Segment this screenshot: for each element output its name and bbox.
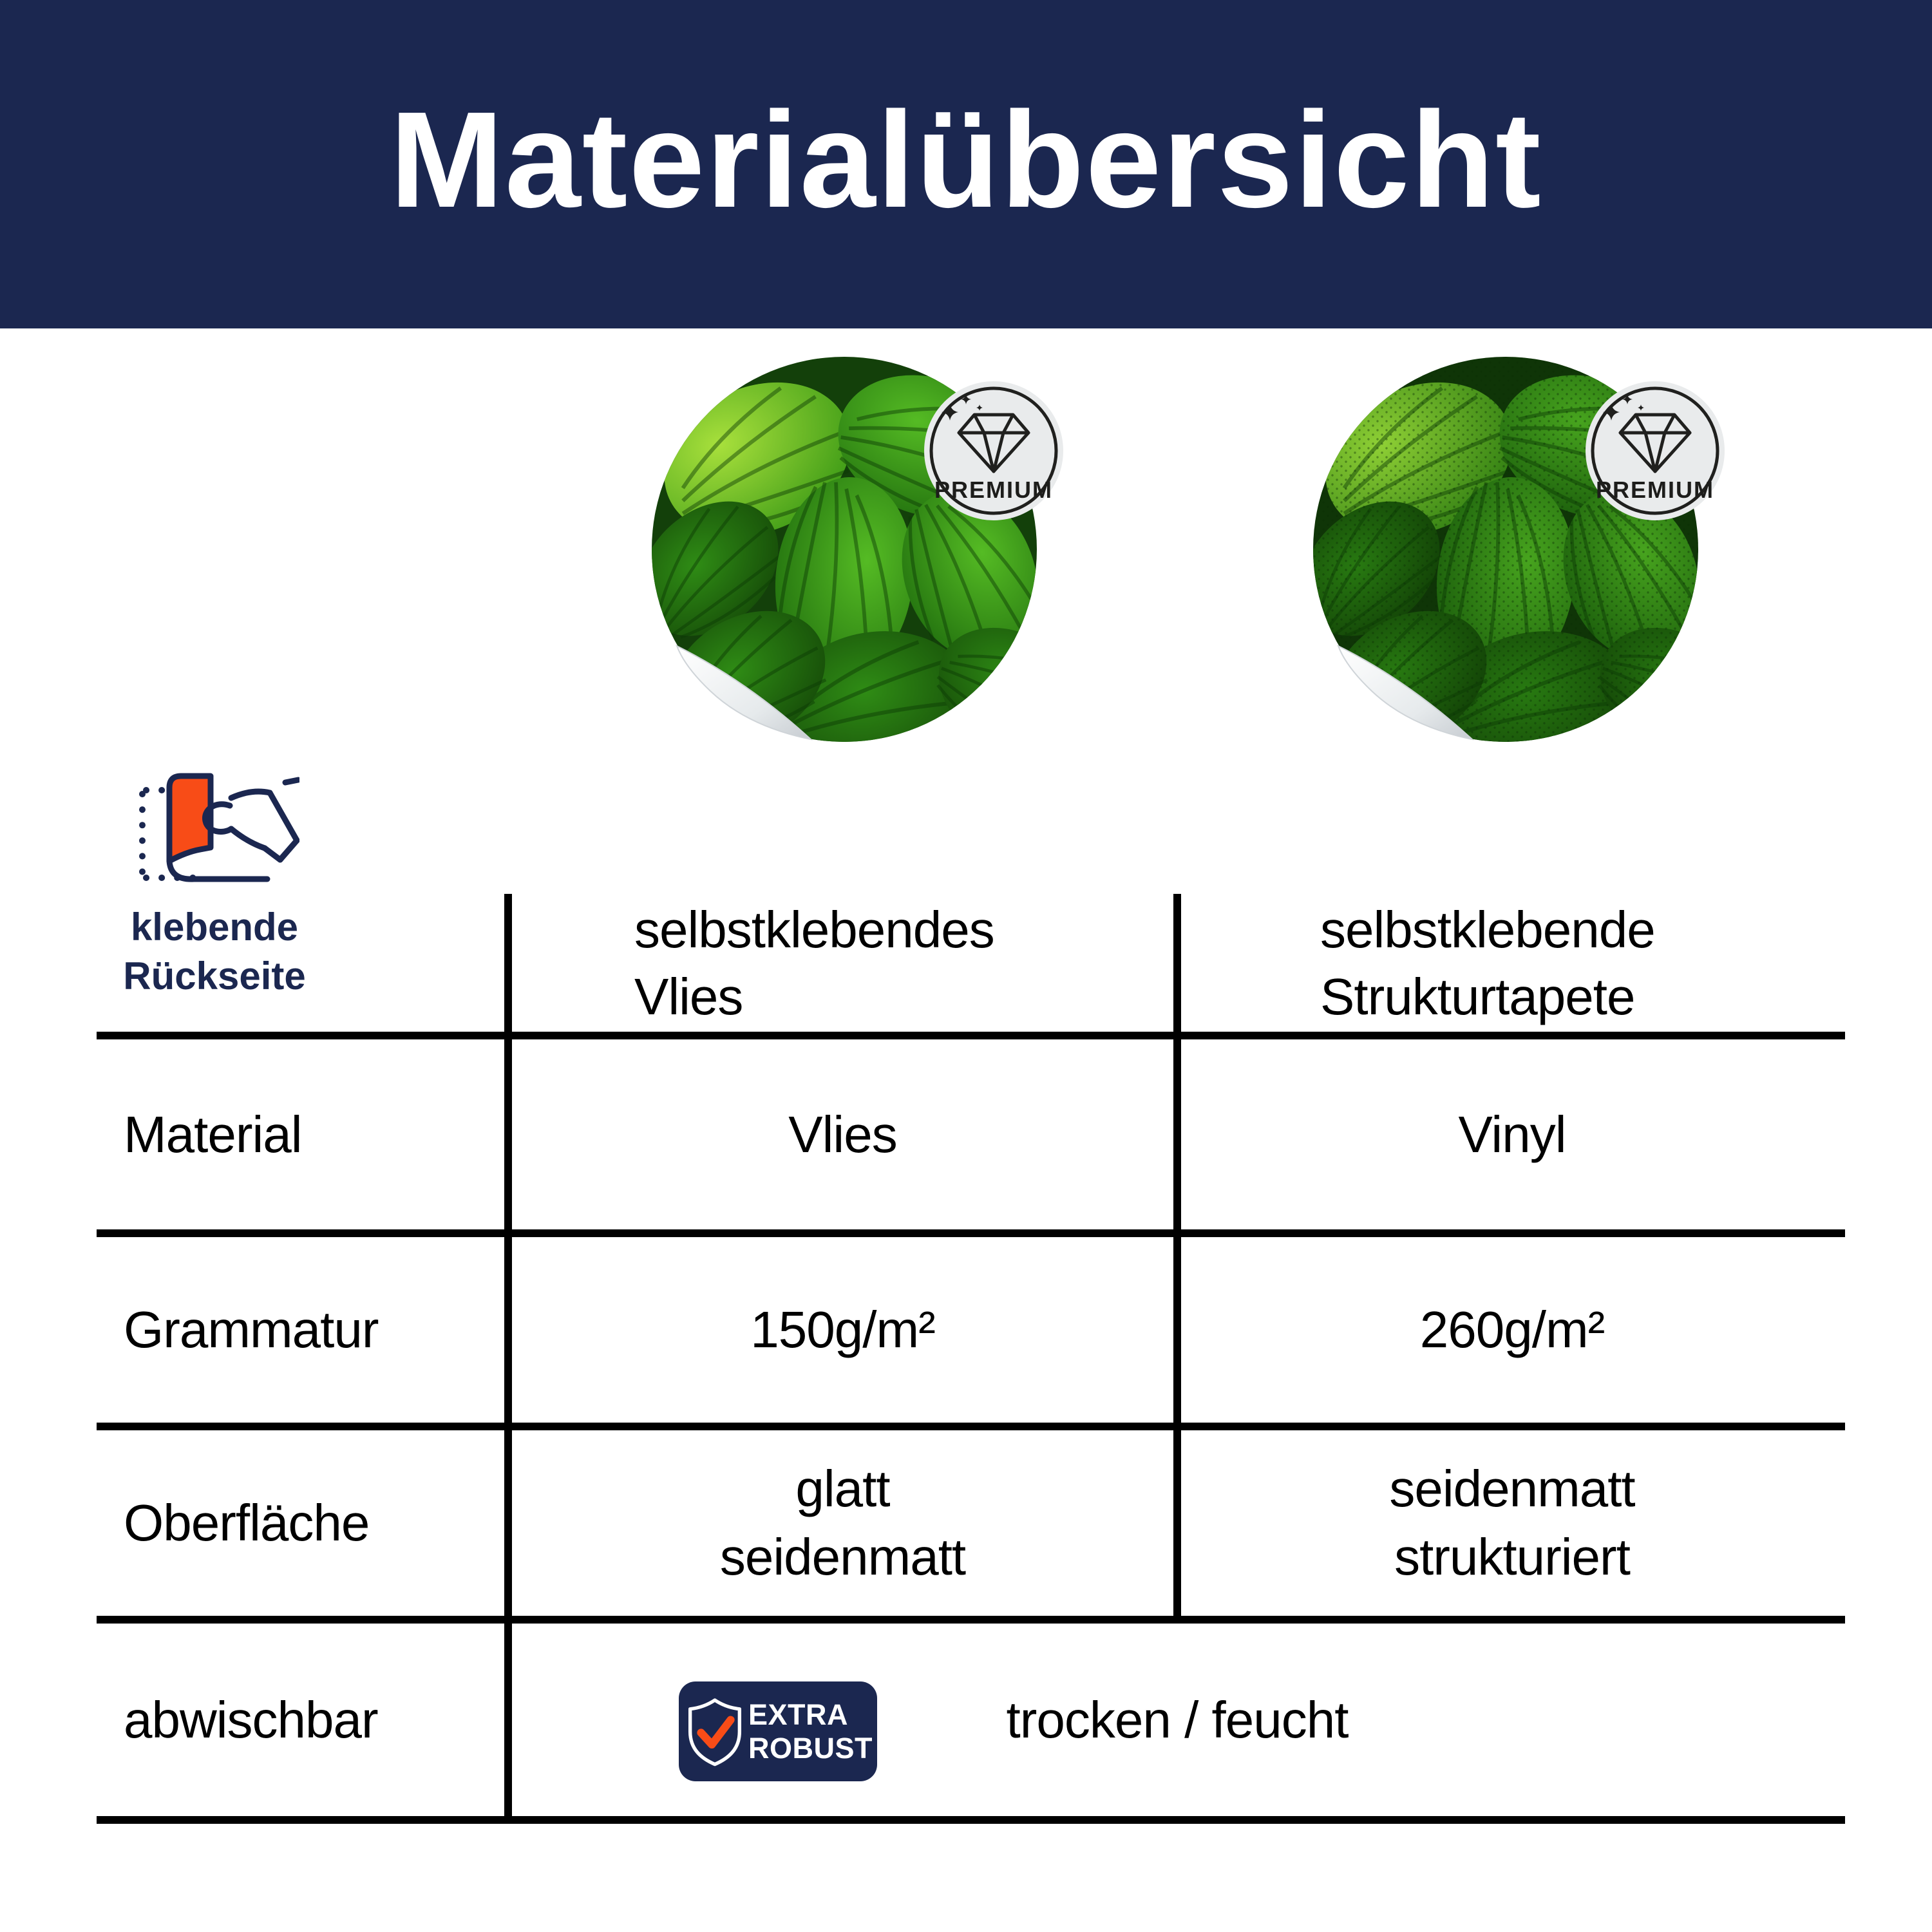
column-header-line: selbstklebende [1320,901,1655,958]
row-label-oberflaeche: Oberfläche [124,1494,370,1551]
extra-robust-badge [679,1681,877,1781]
column-header-line: selbstklebendes [634,901,994,958]
row-label-material: Material [124,1105,302,1163]
page-title: Materialübersicht [390,83,1542,236]
row-label-grammatur: Grammatur [124,1301,379,1358]
table-line-h2 [97,1229,1845,1237]
table-line-h4 [97,1616,1845,1624]
column-header-line: Strukturtapete [1320,968,1635,1025]
extra-robust-label [748,1698,873,1765]
cell-oberflaeche-vinyl [1181,1430,1843,1616]
cell-line: glatt [795,1460,890,1517]
column-header-vlies [634,896,994,1030]
table-line-h5 [97,1816,1845,1824]
cell-line: strukturiert [1394,1528,1630,1586]
cell-material-vlies: Vlies [788,1105,897,1163]
cell-line: seidenmatt [719,1528,966,1586]
adhesive-back-label [99,903,330,1001]
cell-line: seidenmatt [1389,1460,1635,1517]
table-line-h3 [97,1423,1845,1430]
cell-grammatur-vinyl: 260g/m² [1419,1301,1605,1358]
adhesive-back-line1: klebende [130,905,299,949]
premium-badge-label: PREMIUM [934,477,1053,503]
title-banner [0,0,1932,328]
column-header-line: Vlies [634,968,743,1025]
cell-oberflaeche-vlies [512,1430,1173,1616]
adhesive-back-line2: Rückseite [123,954,306,998]
extra-robust-line1: EXTRA [748,1698,849,1731]
cell-grammatur-vlies: 150g/m² [750,1301,935,1358]
cell-material-vinyl: Vinyl [1458,1105,1566,1163]
extra-robust-line2: ROBUST [748,1731,873,1765]
peel-off-backing-icon [132,770,299,892]
table-line-h1 [97,1032,1845,1039]
row-label-abwischbar: abwischbar [124,1690,378,1748]
column-header-struktur [1320,896,1655,1030]
premium-badge-label: PREMIUM [1596,477,1714,503]
table-line-v2 [1173,894,1181,1624]
cell-abwischbar-value: trocken / feucht [1006,1690,1349,1748]
shield-check-icon [685,1694,744,1770]
